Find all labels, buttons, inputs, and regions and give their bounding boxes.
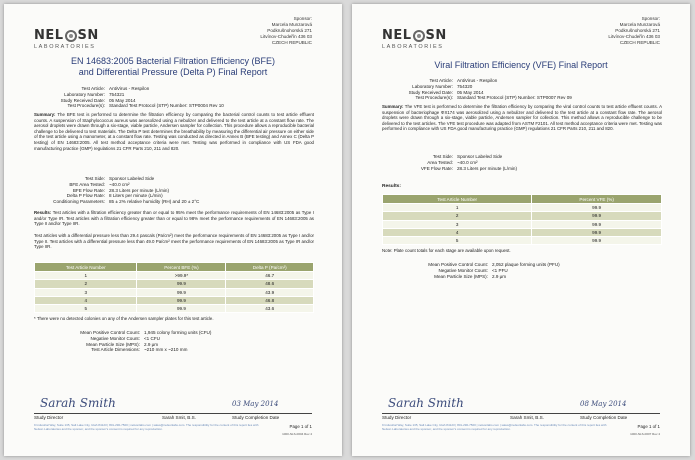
param-value: 85 ± 2% relative humidity (RH) and 20 ± 2°C <box>109 199 200 205</box>
meta-key: Test Article: <box>81 86 105 91</box>
param-key: Conditioning Parameters: <box>53 199 105 205</box>
sponsor-label: Sponsor: <box>641 16 660 21</box>
meta-value: 754321 <box>109 91 125 97</box>
table-cell: 1 <box>383 204 532 212</box>
meta-key: Test Procedure(s): <box>415 95 453 101</box>
logo-o-icon <box>65 30 77 42</box>
column-header: Delta P (Pa/cm²) <box>226 263 314 272</box>
meta-key: Test Procedure(s): <box>67 103 105 109</box>
table-row <box>383 212 662 220</box>
table-row <box>383 237 662 245</box>
sponsor-block <box>260 16 312 46</box>
table-cell: 2 <box>35 280 137 288</box>
logo-subtitle: LABORATORIES <box>382 44 444 50</box>
bfe-results-table <box>34 262 314 313</box>
sponsor-block <box>608 16 660 46</box>
control-value: 2.9 μm <box>492 273 507 279</box>
table-row <box>35 280 314 288</box>
table-footnote: * There were no detected colonies on any of the Andersen sampler plates for this test article. <box>34 316 214 321</box>
table-row <box>35 296 314 304</box>
report-title <box>4 56 342 78</box>
results-label: Results: <box>382 184 401 189</box>
param-key: Test Side: <box>432 154 453 159</box>
column-header: Percent BFE (%) <box>137 263 226 272</box>
param-value: 28.3 Liters per minute (L/min) <box>457 165 517 171</box>
table-row <box>35 272 314 280</box>
sponsor-name: Marcela Munzarová <box>619 22 660 27</box>
meta-block <box>34 86 224 109</box>
table-cell: 99.9 <box>137 280 226 288</box>
param-key: Area Tested: <box>427 159 453 165</box>
logo-subtitle: LABORATORIES <box>34 44 96 50</box>
nelson-logo <box>34 28 99 50</box>
control-value: ~210 mm x ~210 mm <box>144 347 188 353</box>
sponsor-country: CZECH REPUBLIC <box>619 40 660 45</box>
logo-text-a: NEL <box>34 28 64 43</box>
vfe-report-page <box>352 4 690 456</box>
sponsor-street: Podkrušnohorská 271 <box>615 28 660 33</box>
control-key: Mean Particle Size (MPS): <box>434 273 488 279</box>
table-cell: 99.9 <box>137 288 226 296</box>
form-code: 1000-NLS-0004 Rev 4 <box>282 432 312 436</box>
footer-text: 9 Industrial Way, Suite 135, Salt Lake City, Utah 84123 | 801-290-7500 | nelsonlabs.com | sales@nelsonlabs.com. The responsibility for the content of this report lies with Nelson Laboratories and the sponsor, and the sponsor's consent is required for any reproduction. <box>382 423 607 431</box>
param-value: Sponsor Labeled Side <box>109 176 155 181</box>
table-cell: 1 <box>35 272 137 280</box>
meta-value: 05 May 2014 <box>457 89 484 95</box>
logo-o-icon <box>413 30 425 42</box>
table-cell: 99.9 <box>532 228 662 236</box>
summary-text: The BFE test is performed to determine the filtration efficiency by comparing the bacterial control counts to test article effluent counts. A suspension of Staphylococcus aureus was aerosolized using a nebulizer and delivered to the test article at a constant flow rate. The aerosol droplets were drawn through a six-stage, viable particle, Andersen sampler for collection. This procedure allows a reproducible bacterial challenge to be delivered to test materials. The Delta P test determines the breathability by measuring the differential air pressure on either side of the test article using a manometer, at a constant flow rate. Testing was conducted as directed in Annex B (BFE testing) and Annex C (Delta P testing) of EN 14683:2005. All test method acceptance criteria were met. Testing was performed in compliance with US FDA good manufacturing practice (GMP) regulations 21 CFR Parts 210, 211 and 820. <box>34 112 315 151</box>
vfe-results-table <box>382 194 662 245</box>
summary-label: Summary: <box>382 104 404 109</box>
control-value: 2,052 plaque forming units (PFU) <box>492 262 560 267</box>
table-cell: 46.8 <box>226 296 314 304</box>
sponsor-name: Marcela Munzarová <box>271 22 312 27</box>
table-footnote: Note: Plate count totals for each stage are available upon request. <box>382 248 511 253</box>
control-value: 2.9 μm <box>144 341 159 347</box>
report-title <box>352 60 690 71</box>
results-text-1: Test articles with a filtration efficiency greater than or equal to 95% meet the performance requirements of EN 14683:2005 as Type I and/or Type IR. Test articles with a filtration efficiency greater than or equal to 98% meet the performance requirements of EN 14683:2005 as Type II and/or Type IIR. <box>34 210 314 227</box>
param-key: VFE Flow Rate: <box>420 165 453 171</box>
sponsor-label: Sponsor: <box>293 16 312 21</box>
meta-block <box>382 78 572 101</box>
table-cell: 99.9 <box>532 220 662 228</box>
table-cell: 43.6 <box>226 305 314 313</box>
summary-paragraph <box>34 112 314 151</box>
signature-line <box>34 413 312 414</box>
table-cell: 4 <box>383 228 532 236</box>
study-director-label: Study Director <box>382 415 412 420</box>
table-cell: 99.9 <box>137 296 226 304</box>
param-value: 28.3 Liters per minute (L/min) <box>109 187 169 193</box>
column-header: Test Article Number <box>383 195 532 204</box>
page-number: Page 1 of 1 <box>289 424 312 429</box>
study-director-name: Sarah Smit, B.S. <box>162 415 196 420</box>
summary-text: The VFE test is performed to determine the filtration efficiency by comparing the viral control counts to test article effluent counts. A suspension of bacteriophage ΦX174 was aerosolized using a nebulizer and delivered to the test article at a constant flow rate. The aerosol droplets were drawn through a six-stage, viable particle, Andersen sampler for collection. This method allows a reproducible challenge to be delivered to the test articles. The VFE test procedure was adapted from ASTM F2101. All test method acceptance criteria were met. Testing was performed in compliance with US FDA good manufacturing practice (GMP) regulations 21 CFR Parts 210, 211 and 820. <box>382 104 663 132</box>
param-key: BFE Flow Rate: <box>72 187 105 193</box>
meta-key: Study Received Date: <box>60 97 105 103</box>
params-block <box>382 154 517 171</box>
param-key: Test Side: <box>84 176 105 181</box>
meta-key: Test Article: <box>429 78 453 83</box>
meta-key: Laboratory Number: <box>412 83 453 89</box>
controls-block <box>382 262 560 279</box>
meta-key: Study Received Date: <box>408 89 453 95</box>
table-row <box>383 220 662 228</box>
logo-text-b: SN <box>77 28 99 43</box>
param-key: Delta P Flow Rate: <box>66 193 105 199</box>
completion-date-label: Study Completion Date <box>580 415 628 420</box>
meta-key: Laboratory Number: <box>64 91 105 97</box>
control-key: Negative Monitor Count: <box>438 267 488 273</box>
logo-text-a: NEL <box>382 28 412 43</box>
table-row <box>383 228 662 236</box>
title-line-1: EN 14683:2005 Bacterial Filtration Efficiency (BFE) <box>71 56 275 66</box>
table-cell: 5 <box>35 305 137 313</box>
table-cell: 99.9 <box>532 204 662 212</box>
director-signature: Sarah Smith <box>388 396 464 410</box>
control-value: <1 PFU <box>492 267 508 273</box>
param-value: ~40.0 cm² <box>109 181 130 187</box>
signature-line <box>382 413 660 414</box>
meta-value: Standard Test Protocol (STP) Number: STP0007 Rev 09 <box>457 95 572 101</box>
control-key: Mean Positive Control Count: <box>428 262 488 267</box>
table-cell: 46.7 <box>226 272 314 280</box>
meta-value: AntiVirus - Respilon <box>457 78 498 83</box>
column-header: Percent VFE (%) <box>532 195 662 204</box>
table-cell: 3 <box>383 220 532 228</box>
title-line-1: Viral Filtration Efficiency (VFE) Final Report <box>434 60 608 70</box>
table-row <box>35 288 314 296</box>
table-row <box>383 204 662 212</box>
summary-label: Summary: <box>34 112 56 117</box>
table-cell: 99.9 <box>532 212 662 220</box>
control-key: Mean Positive Control Count: <box>80 330 140 335</box>
controls-block <box>34 330 211 353</box>
table-cell: 5 <box>383 237 532 245</box>
nelson-logo <box>382 28 447 50</box>
control-key: Test Article Dimensions: <box>91 347 140 353</box>
params-block <box>34 176 199 205</box>
table-cell: 99.9 <box>137 305 226 313</box>
meta-value: Standard Test Protocol (STP) Number: STP0004 Rev 10 <box>109 103 224 109</box>
sponsor-city: Litvínov-Chudeřín 436 03 <box>260 34 312 39</box>
director-signature: Sarah Smith <box>40 396 116 410</box>
form-code: 1000-NLS-0007 Rev 4 <box>630 432 660 436</box>
table-cell: 4 <box>35 296 137 304</box>
footer-text: 9 Industrial Way, Suite 135, Salt Lake City, Utah 84123 | 801-290-7500 | nelsonlabs.com | sales@nelsonlabs.com. The responsibility for the content of this report lies with Nelson Laboratories and the sponsor, and the sponsor's consent is required for any reproduction. <box>34 423 259 431</box>
table-cell: 43.9 <box>226 288 314 296</box>
summary-paragraph <box>382 104 662 132</box>
control-key: Mean Particle Size (MPS): <box>86 341 140 347</box>
table-cell: 3 <box>35 288 137 296</box>
sponsor-street: Podkrušnohorská 271 <box>267 28 312 33</box>
meta-value: 754320 <box>457 83 473 89</box>
param-value: Sponsor Labeled Side <box>457 154 503 159</box>
results-paragraph-2: Test articles with a differential pressure less than 29.4 pascals (Pa/cm²) meet the performance requirements of EN 14683:2005 as Type I and/or Type II. Test articles with a differential pressure less than 49.0 Pa/cm² meet the performance requirements of EN 14683:2005 as Type IR and/or Type IIR. <box>34 233 314 250</box>
table-cell: 99.9 <box>532 237 662 245</box>
logo-text-b: SN <box>425 28 447 43</box>
results-paragraph-1 <box>34 210 314 227</box>
param-value: 8 Liters per minute (L/min) <box>109 193 163 199</box>
results-label: Results: <box>34 210 52 215</box>
sponsor-city: Litvínov-Chudeřín 436 03 <box>608 34 660 39</box>
handwritten-date: 03 May 2014 <box>232 400 279 408</box>
control-value: <1 CFU <box>144 335 160 341</box>
sponsor-country: CZECH REPUBLIC <box>271 40 312 45</box>
control-key: Negative Monitor Count: <box>90 335 140 341</box>
title-line-2: and Differential Pressure (Delta P) Final Report <box>78 67 268 77</box>
control-value: 1,945 colony forming units (CFU) <box>144 330 212 335</box>
table-row <box>35 305 314 313</box>
completion-date-label: Study Completion Date <box>232 415 280 420</box>
param-value: ~40.0 cm² <box>457 159 478 165</box>
study-director-name: Sarah Smit, B.S. <box>510 415 544 420</box>
column-header: Test Article Number <box>35 263 137 272</box>
bfe-report-page <box>4 4 342 456</box>
study-director-label: Study Director <box>34 415 64 420</box>
handwritten-date: 08 May 2014 <box>580 400 627 408</box>
table-cell: 2 <box>383 212 532 220</box>
meta-value: 05 May 2014 <box>109 97 136 103</box>
param-key: BFE Area Tested: <box>69 181 105 187</box>
table-cell: >99.9* <box>137 272 226 280</box>
table-cell: 48.6 <box>226 280 314 288</box>
meta-value: AntiVirus - Respilon <box>109 86 150 91</box>
page-number: Page 1 of 1 <box>637 424 660 429</box>
